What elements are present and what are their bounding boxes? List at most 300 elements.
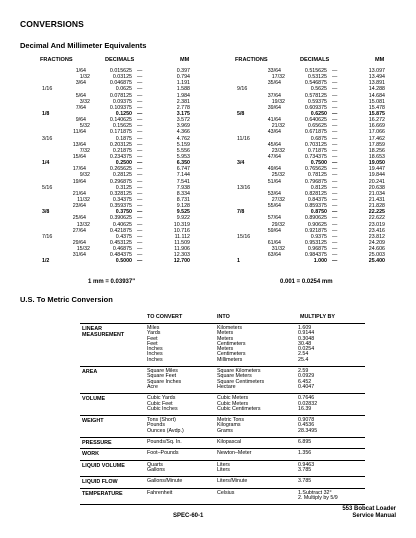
fraction-value: 17/64 (72, 166, 86, 173)
conversion-column-into (217, 326, 246, 363)
decimal-value: 0.734375 (304, 153, 327, 160)
fraction-table-header (235, 57, 410, 68)
decimal-value: 0.015625 (109, 68, 132, 74)
decimal-value: 0.984375 (304, 252, 327, 259)
conversion-column-to (147, 451, 179, 456)
dash-separator: — (332, 252, 338, 259)
unit-from: Yards (147, 330, 161, 337)
dash-separator: — (137, 221, 143, 228)
unit-from: Inches (147, 356, 163, 363)
mm-value: 3.175 (176, 110, 190, 117)
decimal-value: 0.40625 (112, 221, 132, 228)
decimal-value: 0.8750 (310, 209, 327, 216)
mm-value: 1.191 (176, 80, 190, 87)
conversion-column-mult (298, 369, 346, 390)
unit-to: Celsius (217, 489, 235, 496)
multiplier: 0.3048 (298, 335, 315, 342)
mm-value: 22.622 (368, 215, 385, 222)
fraction-table-left (40, 57, 215, 265)
dash-separator: — (137, 184, 143, 191)
conversion-column-to (147, 396, 178, 412)
decimal-value: 0.359375 (109, 203, 132, 210)
mm-value: 13.891 (368, 80, 385, 87)
decimal-value: 1.000 (313, 258, 327, 265)
dash-separator: — (332, 80, 338, 87)
fraction-sixteenth: 1/8 (42, 110, 50, 117)
fraction-value: 27/32 (271, 196, 285, 203)
fraction-table-header (40, 57, 215, 68)
fraction-value: 31/64 (72, 252, 86, 259)
unit-to: Cubic Meters (217, 395, 249, 402)
dash-separator: — (332, 258, 338, 265)
fraction-sixteenth: 1 (237, 258, 240, 265)
dash-separator: — (137, 196, 143, 203)
decimal-value: 0.6875 (310, 135, 327, 142)
decimal-value: 0.96875 (307, 246, 327, 253)
category-label: AREA (82, 369, 98, 376)
category-label: LIQUID FLOW (82, 479, 118, 486)
dash-separator: — (332, 117, 338, 124)
fraction-value: 33/64 (267, 68, 281, 74)
unit-to: Liters/Minute (217, 478, 248, 485)
multiplier: 0.4047 (298, 383, 315, 390)
mm-value: 0.397 (176, 68, 190, 74)
conversion-section (80, 415, 365, 437)
decimal-value: 0.5000 (115, 258, 132, 265)
dash-separator: — (332, 178, 338, 185)
decimal-value: 0.34375 (112, 196, 132, 203)
decimal-value: 0.7500 (310, 160, 327, 167)
dash-separator: — (332, 147, 338, 154)
fraction-row (235, 258, 410, 264)
decimal-value: 0.328125 (109, 190, 132, 197)
decimal-value: 0.140625 (109, 117, 132, 124)
dash-separator: — (137, 239, 143, 246)
category-label: WEIGHT (82, 418, 104, 425)
mm-value: 16.669 (368, 123, 385, 130)
header-fractions: FRACTIONS (40, 57, 73, 63)
mm-value: 9.922 (176, 215, 190, 222)
mm-value: 0.794 (176, 74, 190, 81)
decimal-value: 0.796875 (304, 178, 327, 185)
fraction-value: 5/64 (75, 92, 86, 99)
fraction-row (40, 258, 215, 264)
conversion-column-mult (298, 326, 346, 363)
multiplier: 0.9463 (298, 461, 315, 468)
conversion-column-to (147, 491, 172, 496)
mm-value: 23.812 (368, 233, 385, 240)
dash-separator: — (137, 117, 143, 124)
fraction-value: 47/64 (267, 153, 281, 160)
conversion-column-into (217, 396, 261, 412)
dash-separator: — (332, 74, 338, 81)
decimal-value: 0.1250 (115, 110, 132, 117)
dash-separator: — (137, 166, 143, 173)
decimal-value: 0.421875 (109, 227, 132, 234)
mm-value: 2.778 (176, 104, 190, 111)
unit-from: Cubic Yards (147, 395, 176, 402)
decimal-value: 0.546875 (304, 80, 327, 87)
multiplier: 0.9078 (298, 417, 315, 424)
conversion-section (80, 448, 365, 459)
multiplier: 0.9144 (298, 330, 315, 337)
footer-model: 553 Bobcat Loader (342, 506, 396, 512)
decimal-value: 0.515625 (304, 68, 327, 74)
decimal-value: 0.671875 (304, 129, 327, 136)
dash-separator: — (332, 196, 338, 203)
fraction-value: 23/64 (72, 203, 86, 210)
category-label: PRESSURE (82, 440, 112, 447)
dash-separator: — (332, 160, 338, 167)
conversion-column-into (217, 479, 247, 484)
conversion-category (82, 463, 140, 469)
decimal-value: 0.46875 (112, 246, 132, 253)
decimal-value: 0.765625 (304, 166, 327, 173)
conversion-section (80, 323, 365, 366)
dash-separator: — (332, 209, 338, 216)
dash-separator: — (332, 141, 338, 148)
conversion-category (82, 396, 140, 402)
dash-separator: — (332, 129, 338, 136)
category-label: WORK (82, 451, 100, 458)
fraction-value: 55/64 (267, 203, 281, 210)
fraction-value: 43/64 (267, 129, 281, 136)
header-into: INTO (217, 314, 230, 320)
fraction-value: 13/32 (76, 221, 90, 228)
unit-from: Square Feet (147, 373, 177, 380)
conversion-column-to (147, 440, 182, 445)
dash-separator: — (137, 98, 143, 105)
unit-to: Meters (217, 335, 234, 342)
conversion-column-into (217, 451, 251, 456)
fraction-value: 3/64 (75, 80, 86, 87)
mm-value: 12.303 (173, 252, 190, 259)
mm-value: 24.606 (368, 246, 385, 253)
conversion-column-to (147, 479, 182, 484)
unit-to: Centimeters (217, 351, 246, 358)
category-label: LIQUID VOLUME (82, 462, 125, 469)
mm-value: 7.541 (176, 178, 190, 185)
page-title: CONVERSIONS (20, 19, 84, 29)
decimal-value: 0.65625 (307, 123, 327, 130)
fraction-value: 29/32 (271, 221, 285, 228)
decimal-value: 0.640625 (304, 117, 327, 124)
unit-from: Feet (147, 340, 158, 347)
dash-separator: — (332, 227, 338, 234)
unit-from: Feet (147, 335, 158, 342)
conversion-section (80, 393, 365, 415)
conversion-column-to (147, 418, 184, 434)
fraction-value: 19/64 (72, 178, 86, 185)
decimal-value: 0.9375 (310, 233, 327, 240)
dash-separator: — (137, 160, 143, 167)
unit-to: Kilopascal (217, 439, 242, 446)
mm-value: 15.081 (368, 98, 385, 105)
mm-value: 19.447 (368, 166, 385, 173)
mm-value: 10.716 (173, 227, 190, 234)
decimal-value: 0.609375 (304, 104, 327, 111)
mm-value: 7.144 (176, 172, 190, 179)
conversion-section (80, 460, 365, 477)
decimal-value: 0.0625 (115, 86, 132, 93)
decimal-value: 0.171875 (109, 129, 132, 136)
mm-value: 20.638 (368, 184, 385, 191)
unit-to: Cubic Meters (217, 400, 249, 407)
dash-separator: — (137, 209, 143, 216)
dash-separator: — (137, 215, 143, 222)
fraction-value: 25/32 (271, 172, 285, 179)
decimal-value: 0.1875 (115, 135, 132, 142)
dash-separator: — (137, 135, 143, 142)
multiplier: 0.7646 (298, 395, 315, 402)
fraction-table-right (235, 57, 410, 265)
conversion-column-mult (298, 463, 346, 474)
decimal-value: 0.828125 (304, 190, 327, 197)
conversion-column-to (147, 463, 165, 474)
mm-value: 11.906 (174, 246, 190, 253)
fraction-value: 23/32 (271, 147, 285, 154)
dash-separator: — (137, 190, 143, 197)
fraction-value: 57/64 (267, 215, 281, 222)
fraction-sixteenth: 7/16 (42, 233, 53, 240)
fraction-value: 5/32 (79, 123, 90, 130)
decimal-value: 0.84375 (307, 196, 327, 203)
mm-value: 11.509 (174, 239, 190, 246)
fraction-sixteenth: 5/8 (237, 110, 245, 117)
mm-value: 17.859 (368, 141, 385, 148)
mm-value: 6.747 (176, 166, 190, 173)
multiplier: 6.895 (298, 439, 312, 446)
dash-separator: — (137, 258, 143, 265)
conversion-section (80, 366, 365, 393)
fraction-sixteenth: 15/16 (237, 233, 251, 240)
fraction-value: 39/64 (267, 104, 281, 111)
conversion-column-mult (298, 491, 346, 502)
fraction-sixteenth: 1/4 (42, 160, 50, 167)
mm-value: 15.875 (368, 110, 385, 117)
mm-value: 14.684 (368, 92, 385, 99)
inch-to-mm-equation: 0.001 = 0.0254 mm (280, 279, 333, 285)
conversion-category (82, 326, 140, 338)
fraction-sixteenth: 3/16 (42, 135, 53, 142)
mm-value: 18.653 (368, 153, 385, 160)
mm-value: 8.334 (176, 190, 190, 197)
unit-from: Tons (Short) (147, 417, 176, 424)
mm-value: 11.112 (174, 233, 190, 240)
decimal-value: 0.2500 (115, 160, 132, 167)
footer-manual: Service Manual (352, 513, 396, 519)
multiplier: 0.0254 (298, 346, 315, 353)
mm-value: 22.225 (368, 209, 385, 216)
mm-value: 19.050 (368, 160, 385, 167)
conversion-category (82, 451, 140, 457)
mm-value: 5.159 (176, 141, 190, 148)
conversion-column-mult (298, 479, 346, 484)
decimal-value: 0.4375 (115, 233, 132, 240)
mm-value: 17.066 (368, 129, 385, 136)
header-decimals: DECIMALS (105, 57, 135, 63)
mm-value: 21.828 (368, 203, 385, 210)
fraction-value: 45/64 (267, 141, 281, 148)
mm-to-inch-equation: 1 mm = 0.03937" (88, 279, 136, 285)
fraction-value: 7/32 (79, 147, 90, 154)
decimal-value: 0.59375 (307, 98, 327, 105)
decimal-value: 0.234375 (109, 153, 132, 160)
mm-value: 1.984 (176, 92, 190, 99)
conversion-category (82, 440, 140, 446)
mm-value: 6.350 (176, 160, 190, 167)
fraction-value: 9/32 (79, 172, 90, 179)
decimal-value: 0.15625 (112, 123, 132, 130)
mm-value: 16.272 (368, 117, 385, 124)
unit-to: Newton–Meter (217, 450, 252, 457)
unit-from: Cubic Feet (147, 400, 173, 407)
mm-value: 15.478 (368, 104, 385, 111)
dash-separator: — (332, 233, 338, 240)
decimal-value: 0.390625 (109, 215, 132, 222)
mm-value: 24.209 (368, 239, 385, 246)
unit-to: Cubic Centimeters (217, 405, 261, 412)
dash-separator: — (332, 184, 338, 191)
decimal-value: 0.8125 (310, 184, 327, 191)
unit-from: Inches (147, 351, 163, 358)
mm-value: 8.731 (176, 196, 190, 203)
fraction-sixteenth: 7/8 (237, 209, 245, 216)
header-mm: MM (180, 57, 190, 63)
dash-separator: — (332, 246, 338, 253)
unit-from: Quarts (147, 461, 163, 468)
category-label: TEMPERATURE (82, 490, 123, 497)
unit-from: Gallons (147, 466, 165, 473)
mm-value: 2.381 (176, 98, 190, 105)
unit-from: Ounces (Avdp.) (147, 427, 184, 434)
multiplier: 6.452 (298, 378, 312, 385)
unit-from: Cubic Inches (147, 405, 178, 412)
conversion-column-to (147, 326, 163, 363)
fraction-value: 11/64 (73, 129, 86, 136)
decimal-value: 0.890625 (304, 215, 327, 222)
fraction-value: 21/64 (72, 190, 86, 197)
mm-value: 21.034 (368, 190, 385, 197)
category-label: MEASUREMENT (82, 332, 125, 338)
decimal-value: 0.09375 (112, 98, 132, 105)
fraction-value: 21/32 (271, 123, 285, 130)
dash-separator: — (137, 92, 143, 99)
dash-separator: — (137, 203, 143, 210)
mm-value: 5.953 (176, 153, 190, 160)
unit-to: Centimeters (217, 340, 246, 347)
unit-from: Acre (147, 383, 158, 390)
fraction-value: 7/64 (75, 104, 86, 111)
mm-value: 14.288 (368, 86, 385, 93)
unit-from: Miles (147, 325, 160, 331)
dash-separator: — (137, 141, 143, 148)
unit-to: Kilometers (217, 325, 243, 331)
dash-separator: — (332, 239, 338, 246)
unit-to: Metric Tons (217, 417, 244, 424)
fraction-sixteenth: 5/16 (42, 184, 53, 191)
header-fractions: FRACTIONS (235, 57, 268, 63)
mm-value: 17.462 (368, 135, 385, 142)
multiplier: 25.4 (298, 356, 309, 363)
fraction-sixteenth: 9/16 (237, 86, 248, 93)
multiplier: 2.59 (298, 368, 309, 375)
decimal-value: 0.3125 (115, 184, 132, 191)
decimal-value: 0.03125 (112, 74, 132, 81)
header-multiply-by: MULTIPLY BY (300, 314, 335, 320)
fraction-value: 3/32 (79, 98, 90, 105)
decimal-value: 0.203125 (109, 141, 132, 148)
conversion-category (82, 369, 140, 375)
dash-separator: — (332, 190, 338, 197)
decimal-value: 0.71875 (307, 147, 327, 154)
dash-separator: — (137, 86, 143, 93)
unit-to: Grams (217, 427, 233, 434)
unit-from: Gallons/Minute (147, 478, 183, 485)
fraction-value: 59/64 (267, 227, 281, 234)
unit-to: Meters (217, 330, 234, 337)
unit-to: Millimeters (217, 356, 243, 363)
multiplier: 0.4536 (298, 422, 315, 429)
dash-separator: — (332, 68, 338, 74)
fraction-value: 31/32 (271, 246, 285, 253)
fraction-value: 53/64 (267, 190, 281, 197)
mm-value: 3.572 (176, 117, 190, 124)
dash-separator: — (137, 246, 143, 253)
footer-page-code: SPEC-60-1 (173, 513, 204, 519)
section-title-us-metric: U.S. To Metric Conversion (20, 295, 113, 304)
decimal-value: 0.921875 (304, 227, 327, 234)
mm-value: 10.319 (173, 221, 190, 228)
unit-from: Pounds/Sq. In. (147, 439, 182, 446)
multiplier: 3.785 (298, 466, 312, 473)
decimal-value: 0.6250 (310, 110, 327, 117)
dash-separator: — (332, 153, 338, 160)
fraction-sixteenth: 1/16 (42, 86, 53, 93)
decimal-value: 0.28125 (112, 172, 132, 179)
decimal-value: 0.078125 (109, 92, 132, 99)
dash-separator: — (332, 203, 338, 210)
unit-from: Pounds (147, 422, 165, 429)
fraction-value: 1/32 (79, 74, 90, 81)
decimal-value: 0.78125 (307, 172, 327, 179)
conversion-column-mult (298, 451, 346, 456)
decimal-value: 0.90625 (307, 221, 327, 228)
decimal-value: 0.53125 (307, 74, 327, 81)
multiplier: 30.48 (298, 340, 312, 347)
unit-to: Square Meters (217, 373, 252, 380)
mm-value: 3.969 (176, 123, 190, 130)
dash-separator: — (137, 110, 143, 117)
dash-separator: — (137, 104, 143, 111)
unit-from: Square Miles (147, 368, 178, 375)
decimal-value: 0.21875 (112, 147, 132, 154)
mm-value: 25.003 (368, 252, 385, 259)
unit-from: Foot–Pounds (147, 450, 179, 457)
decimal-value: 0.3750 (115, 209, 132, 216)
mm-value: 18.256 (368, 147, 385, 154)
unit-from: Fahrenheit (147, 489, 173, 496)
mm-value: 7.938 (176, 184, 190, 191)
fraction-sixteenth: 11/16 (237, 135, 250, 142)
decimal-value: 0.953125 (304, 239, 327, 246)
conversion-column-mult (298, 418, 346, 434)
dash-separator: — (332, 98, 338, 105)
multiplier: 28.3495 (298, 427, 318, 434)
mm-value: 13.494 (368, 74, 385, 81)
dash-separator: — (332, 166, 338, 173)
dash-separator: — (137, 227, 143, 234)
